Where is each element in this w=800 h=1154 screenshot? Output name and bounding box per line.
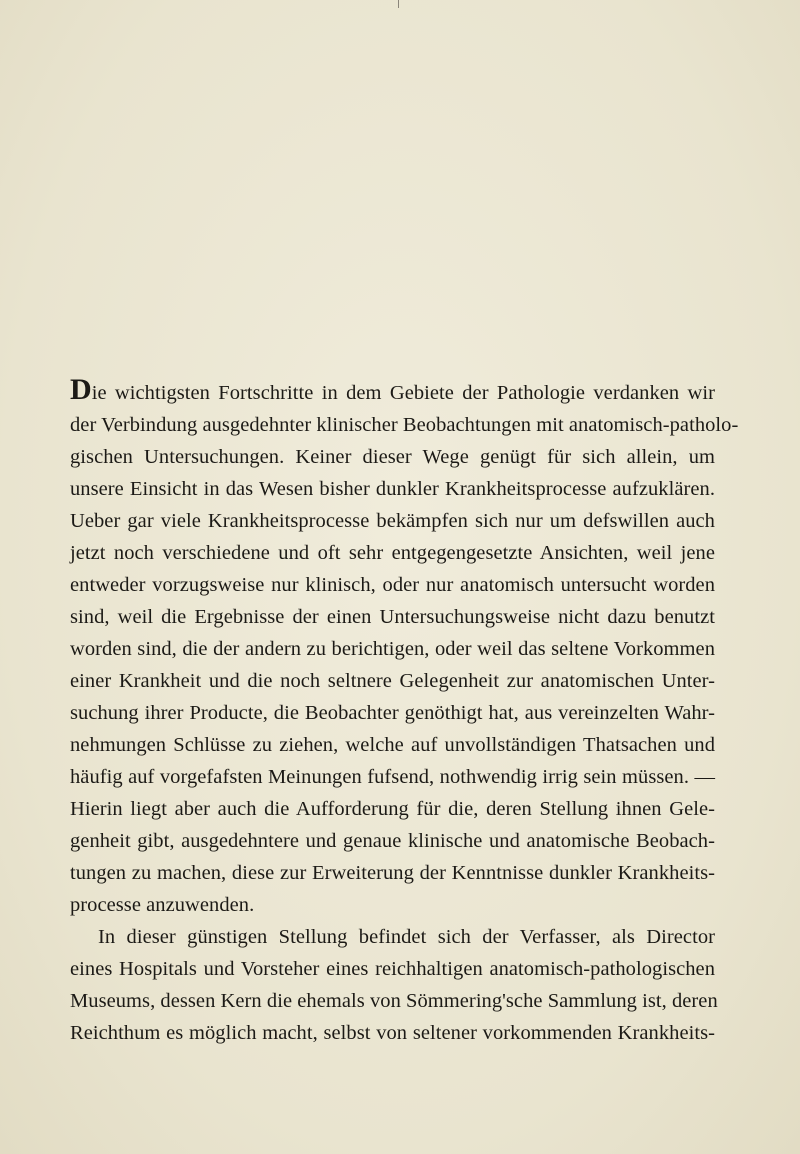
text-line: gischen Untersuchungen. Keiner dieser Wege genügt für sich allein, um: [70, 446, 715, 468]
drop-cap: D: [70, 373, 92, 406]
text-line: worden sind, die der andern zu berichtigen, oder weil das seltene Vorkommen: [70, 638, 715, 660]
text-line: Reichthum es möglich macht, selbst von seltener vorkommenden Krankheits-: [70, 1022, 715, 1044]
body-text: [70, 373, 739, 1049]
text-line: genheit gibt, ausgedehntere und genaue klinische und anatomische Beobach-: [70, 830, 715, 852]
text-line: suchung ihrer Producte, die Beobachter genöthigt hat, aus vereinzelten Wahr-: [70, 702, 715, 724]
text-line: der Verbindung ausgedehnter klinischer Beobachtungen mit anatomisch-patholo-: [70, 414, 739, 436]
text-line: nehmungen Schlüsse zu ziehen, welche auf unvollständigen Thatsachen und: [70, 734, 715, 756]
text-line: entweder vorzugsweise nur klinisch, oder nur anatomisch untersucht worden: [70, 574, 715, 596]
text-line: eines Hospitals und Vorsteher eines reichhaltigen anatomisch-pathologischen: [70, 958, 715, 980]
first-line-text: ie wichtigsten Fortschritte in dem Gebiete der Pathologie verdanken wir: [91, 382, 715, 404]
text-line: jetzt noch verschiedene und oft sehr entgegengesetzte Ansichten, weil jene: [70, 542, 715, 564]
text-line: einer Krankheit und die noch seltnere Gelegenheit zur anatomischen Unter-: [70, 670, 715, 692]
text-line: In dieser günstigen Stellung befindet sich der Verfasser, als Director: [98, 926, 715, 948]
text-line: [70, 373, 715, 409]
text-line: Ueber gar viele Krankheitsprocesse bekämpfen sich nur um defswillen auch: [70, 510, 715, 532]
text-line: processe anzuwenden.: [70, 894, 255, 916]
text-line: Museums, dessen Kern die ehemals von Sömmering'sche Sammlung ist, deren: [70, 990, 718, 1012]
text-line: tungen zu machen, diese zur Erweiterung der Kenntnisse dunkler Krankheits-: [70, 862, 715, 884]
text-line: unsere Einsicht in das Wesen bisher dunkler Krankheitsprocesse aufzuklären.: [70, 478, 715, 500]
text-line: Hierin liegt aber auch die Aufforderung für die, deren Stellung ihnen Gele-: [70, 798, 715, 820]
text-line: häufig auf vorgefafsten Meinungen fufsend, nothwendig irrig sein müssen. —: [70, 766, 715, 788]
text-line: sind, weil die Ergebnisse der einen Untersuchungsweise nicht dazu benutzt: [70, 606, 715, 628]
page-edge-mark: [398, 0, 399, 8]
